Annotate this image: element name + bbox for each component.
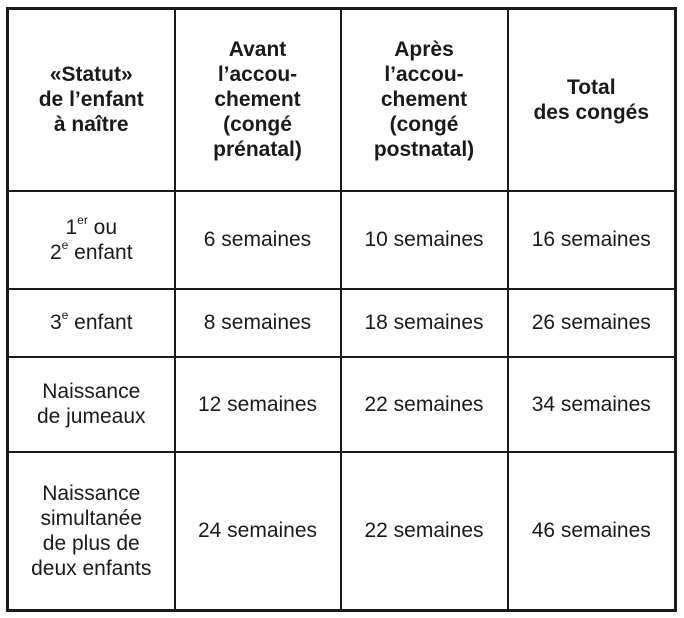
cell-postnatal: 10 semaines [341, 191, 508, 289]
table-row [8, 191, 676, 289]
cell-total: 34 semaines [508, 357, 676, 452]
header-child-status: «Statut» de l’enfant à naître [8, 9, 175, 191]
row-status-third-child: 3e enfant [8, 289, 175, 357]
cell-prenatal: 8 semaines [175, 289, 341, 357]
header-prenatal-leave: Avant l’accou- chement (congé prénatal) [175, 9, 341, 191]
table-row [8, 289, 676, 357]
header-row [8, 9, 676, 191]
table-row [8, 452, 676, 611]
table-row [8, 357, 676, 452]
row-status-twins: Naissance de jumeaux [8, 357, 175, 452]
cell-postnatal: 18 semaines [341, 289, 508, 357]
cell-prenatal: 6 semaines [175, 191, 341, 289]
cell-postnatal: 22 semaines [341, 452, 508, 611]
header-postnatal-leave: Après l’accou- chement (congé postnatal) [341, 9, 508, 191]
row-status-multiple-birth: Naissance simultanée de plus de deux enfants [8, 452, 175, 611]
cell-total: 26 semaines [508, 289, 676, 357]
cell-postnatal: 22 semaines [341, 357, 508, 452]
cell-prenatal: 24 semaines [175, 452, 341, 611]
cell-prenatal: 12 semaines [175, 357, 341, 452]
cell-total: 46 semaines [508, 452, 676, 611]
maternity-leave-table [6, 7, 677, 612]
cell-total: 16 semaines [508, 191, 676, 289]
header-total-leave: Total des congés [508, 9, 676, 191]
row-status-first-second-child: 1er ou 2e enfant [8, 191, 175, 289]
